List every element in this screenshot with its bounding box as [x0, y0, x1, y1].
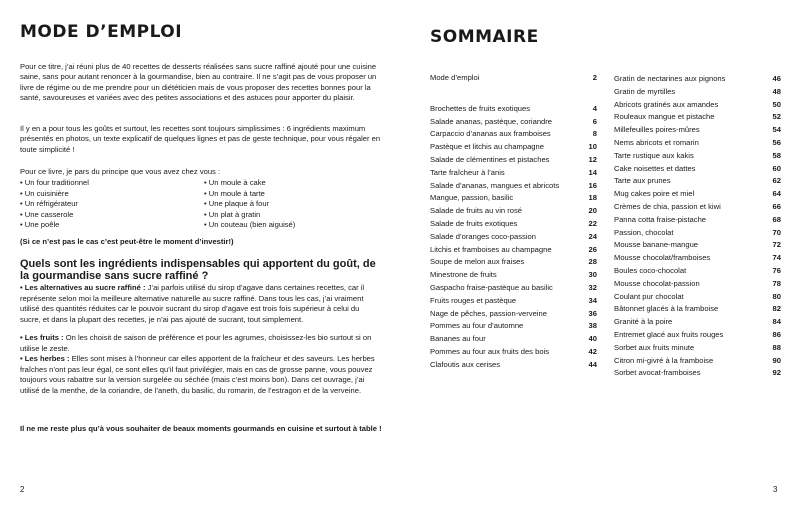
toc-entry-title: Gratin de myrtilles	[614, 86, 676, 96]
toc-entry-title: Crèmes de chia, passion et kiwi	[614, 201, 721, 211]
toc-entry-page: 30	[588, 270, 597, 280]
toc-entry	[614, 265, 781, 278]
toc-entry-page: 76	[772, 265, 781, 275]
toc-entry-title: Salade de fruits au vin rosé	[430, 206, 523, 216]
page-number: 3	[773, 485, 778, 494]
toc-entry-page: 48	[772, 86, 781, 96]
toc-entry-page: 72	[772, 240, 781, 250]
equipment-item: • Une casserole	[20, 209, 74, 219]
toc-entry-page: 10	[588, 142, 597, 152]
toc-entry-title: Mangue, passion, basilic	[430, 193, 514, 203]
toc-entry	[430, 141, 597, 154]
equipment-item: • Un moule à cake	[204, 178, 266, 187]
toc-entry-page: 8	[592, 129, 597, 139]
toc-entry	[430, 72, 597, 85]
toc-entry-page: 88	[772, 342, 781, 352]
bullet-label: • Les alternatives au sucre raffiné :	[20, 283, 146, 292]
toc-entry	[614, 214, 781, 227]
toc-entry-title: Salade ananas, pastèque, coriandre	[430, 116, 553, 126]
toc-entry-title: Salade d’ananas, mangues et abricots	[430, 180, 560, 190]
toc-entry-page: 50	[772, 99, 781, 109]
toc-entry-page: 68	[772, 214, 781, 224]
bullet-fruits	[20, 333, 382, 354]
bullet-label: • Les fruits :	[20, 333, 64, 342]
toc-entry-title: Millefeuilles poires-mûres	[614, 125, 700, 135]
toc-entry-title: Nage de pêches, passion-verveine	[430, 308, 547, 318]
toc-entry	[614, 239, 781, 252]
toc-entry-title: Citron mi-givré à la framboise	[614, 355, 714, 365]
toc-entry-title: Rouleaux mangue et pistache	[614, 112, 715, 122]
toc-entry	[430, 282, 597, 295]
toc-entry-page: 74	[772, 253, 781, 263]
toc-column-1	[430, 72, 597, 372]
toc-entry-title: Panna cotta fraise-pistache	[614, 214, 707, 224]
toc-entry-title: Tarte rustique aux kakis	[614, 150, 694, 160]
toc-entry-page: 34	[588, 295, 597, 305]
toc-entry-title: Sorbet aux fruits minute	[614, 342, 695, 352]
bullet-sugar-alternatives	[20, 283, 382, 325]
toc-column-2	[614, 73, 781, 380]
toc-entry	[614, 99, 781, 112]
toc-entry	[430, 308, 597, 321]
toc-entry	[614, 227, 781, 240]
toc-entry-title: Tarte fraîcheur à l’anis	[430, 167, 505, 177]
toc-entry-title: Bananes au four	[430, 334, 486, 344]
toc-entry-page: 70	[772, 227, 781, 237]
toc-entry	[430, 346, 597, 359]
toc-entry	[614, 252, 781, 265]
toc-entry	[430, 205, 597, 218]
page-number: 2	[20, 485, 25, 494]
equipment-column-1	[20, 178, 89, 231]
toc-spacer	[430, 85, 597, 103]
toc-entry	[614, 278, 781, 291]
equipment-item: • Une poêle	[20, 220, 60, 229]
toc-entry-title: Tarte aux prunes	[614, 176, 671, 186]
toc-entry	[614, 175, 781, 188]
bullet-text: J’ai parfois utilisé du sirop d’agave dans certaines recettes, car il représente selon moi la meilleure alternative naturelle au sucre raffiné. Dans tous les cas, j’ai vraiment utilisé des quantités réduites car le pouvoir sucrant du sirop d’agave est trois fois supérieur à celui du sucre, et dans la plupart des recettes, je n’ai pas ajouté de sucrant, tout simplement.	[20, 283, 365, 324]
toc-entry-title: Pommes au four d’automne	[430, 321, 524, 331]
toc-entry-page: 42	[588, 346, 597, 356]
toc-entry	[614, 367, 781, 380]
toc-entry-page: 40	[588, 334, 597, 344]
toc-entry-page: 62	[772, 176, 781, 186]
toc-entry-title: Fruits rouges et pastèque	[430, 295, 517, 305]
equipment-item: • Un réfrigérateur	[20, 199, 78, 208]
toc-entry-page: 80	[772, 291, 781, 301]
toc-entry-page: 82	[772, 304, 781, 314]
toc-entry	[430, 167, 597, 180]
toc-entry-page: 64	[772, 189, 781, 199]
toc-entry-title: Boules coco-chocolat	[614, 265, 687, 275]
equipment-item: • Un couteau (bien aiguisé)	[204, 220, 296, 229]
toc-entry	[614, 124, 781, 137]
toc-entry	[430, 192, 597, 205]
toc-entry-page: 46	[772, 74, 781, 83]
toc-entry-page: 58	[772, 150, 781, 160]
toc-entry-title: Brochettes de fruits exotiques	[430, 103, 531, 113]
toc-entry-page: 38	[588, 321, 597, 331]
toc-entry	[430, 154, 597, 167]
toc-entry	[430, 295, 597, 308]
equipment-item: • Une plaque à four	[204, 199, 270, 208]
toc-entry-title: Salade de fruits exotiques	[430, 218, 518, 228]
toc-entry-page: 6	[592, 116, 597, 126]
toc-entry	[614, 137, 781, 150]
toc-entry	[430, 218, 597, 231]
toc-entry-title: Coulant pur chocolat	[614, 291, 684, 301]
toc-entry-page: 2	[592, 73, 597, 82]
toc-entry-title: Pastèque et litchis au champagne	[430, 142, 544, 152]
toc-entry	[430, 320, 597, 333]
toc-entry	[430, 116, 597, 129]
toc-entry	[430, 103, 597, 116]
toc-entry	[614, 188, 781, 201]
toc-entry-title: Sorbet avocat-framboises	[614, 368, 701, 378]
toc-entry	[614, 329, 781, 342]
toc-entry-title: Litchis et framboises au champagne	[430, 244, 552, 254]
toc-title: SOMMAIRE	[430, 27, 539, 47]
toc-entry-title: Salade de clémentines et pistaches	[430, 154, 550, 164]
intro-paragraph-2: Il y en a pour tous les goûts et surtout, les recettes sont toujours simplissimes : 6 ingrédients maximum présentés en photos, un texte explicatif de quelques lignes et pas de geste technique, pour vous régaler en toute simplicité !	[20, 124, 381, 154]
intro-paragraph-3: Pour ce livre, je pars du principe que vous avez chez vous :	[20, 167, 221, 176]
toc-entry-page: 90	[772, 355, 781, 365]
invest-note: (Si ce n’est pas le cas c’est peut-être le moment d’investir!)	[20, 237, 234, 246]
section-heading: Quels sont les ingrédients indispensables qui apportent du goût, de la gourmandise sans sucre raffiné ?	[20, 258, 376, 282]
equipment-item: • Un cuisinière	[20, 188, 69, 198]
toc-entry	[430, 359, 597, 372]
toc-entry-page: 66	[772, 201, 781, 211]
toc-entry-title: Passion, chocolat	[614, 227, 674, 237]
bullet-text: On les choisit de saison de préférence et pour les agrumes, choisissez-les bio surtout si on utilise le zeste.	[20, 333, 372, 353]
toc-entry-page: 44	[588, 359, 597, 369]
toc-entry-page: 84	[772, 317, 781, 327]
toc-entry-page: 14	[588, 167, 597, 177]
toc-entry-page: 22	[588, 218, 597, 228]
toc-entry-page: 20	[588, 206, 597, 216]
toc-entry-title: Entremet glacé aux fruits rouges	[614, 329, 724, 339]
toc-entry	[614, 86, 781, 99]
toc-entry	[430, 269, 597, 282]
toc-entry-title: Gaspacho fraise-pastèque au basilic	[430, 282, 553, 292]
toc-entry-page: 12	[588, 154, 597, 164]
toc-entry	[614, 342, 781, 355]
toc-entry	[614, 73, 781, 86]
toc-entry-title: Salade d’oranges coco-passion	[430, 231, 536, 241]
toc-entry-page: 16	[588, 180, 597, 190]
toc-entry-page: 54	[772, 125, 781, 135]
toc-entry-title: Nems abricots et romarin	[614, 137, 699, 147]
toc-entry-page: 36	[588, 308, 597, 318]
toc-entry	[430, 128, 597, 141]
toc-entry	[430, 244, 597, 257]
toc-entry-page: 86	[772, 329, 781, 339]
right-page	[400, 0, 800, 513]
toc-entry-page: 78	[772, 278, 781, 288]
toc-entry-title: Mousse banane-mangue	[614, 240, 699, 250]
toc-entry-page: 56	[772, 137, 781, 147]
toc-entry-title: Bâtonnet glacés à la framboise	[614, 304, 719, 314]
toc-entry	[430, 256, 597, 269]
toc-entry-title: Abricots gratinés aux amandes	[614, 99, 719, 109]
closing-note: Il ne me reste plus qu’à vous souhaiter de beaux moments gourmands en cuisine et surtout à table !	[20, 424, 382, 433]
toc-entry-page: 18	[588, 193, 597, 203]
toc-entry-page: 24	[588, 231, 597, 241]
toc-entry-title: Granité à la poire	[614, 317, 673, 327]
toc-entry-page: 26	[588, 244, 597, 254]
toc-entry-page: 28	[588, 257, 597, 267]
toc-entry-title: Mousse chocolat/framboises	[614, 253, 711, 263]
toc-entry-title: Gratin de nectarines aux pignons	[614, 74, 726, 83]
toc-entry-page: 92	[772, 368, 781, 378]
toc-entry-page: 60	[772, 163, 781, 173]
toc-entry-title: Soupe de melon aux fraises	[430, 257, 525, 267]
toc-entry-title: Pommes au four aux fruits des bois	[430, 346, 550, 356]
toc-entry	[614, 163, 781, 176]
toc-entry	[614, 111, 781, 124]
toc-entry	[430, 333, 597, 346]
equipment-column-2	[204, 178, 295, 231]
toc-entry-page: 4	[592, 103, 597, 113]
toc-entry-page: 52	[772, 112, 781, 122]
equipment-item: • Un plat à gratin	[204, 209, 261, 219]
toc-entry-title: Cake noisettes et dattes	[614, 163, 696, 173]
toc-entry-title: Carpaccio d’ananas aux framboises	[430, 129, 551, 139]
toc-entry	[614, 291, 781, 304]
toc-entry-title: Clafoutis aux cerises	[430, 359, 501, 369]
toc-entry	[614, 303, 781, 316]
equipment-item: • Un moule à tarte	[204, 188, 265, 198]
toc-entry-title: Mug cakes poire et miel	[614, 189, 695, 199]
toc-entry	[430, 231, 597, 244]
toc-entry	[614, 316, 781, 329]
toc-entry-title: Minestrone de fruits	[430, 270, 497, 280]
toc-entry-page: 32	[588, 282, 597, 292]
bullet-text: Elles sont mises à l’honneur car elles apportent de la fraîcheur et des saveurs. Les herbes fraîches n’ont pas leur égal, ce sont elles qu’il faut privilégier, mais en cas de grosse panne, vous pouvez toujours vous rabattre sur la version surgelée ou séchée (mais c’est moins bon). Dans cet ouvrage, j’ai utilisé de la menthe, de la coriandre, de l’aneth, du basilic, du romarin, de l’estragon et de la verveine.	[20, 354, 375, 395]
intro-paragraph-1: Pour ce titre, j’ai réuni plus de 40 recettes de desserts réalisées sans sucre raffiné ajouté pour une cuisine saine, sans pour autant renoncer à la gourmandise, bien au contraire. Il ne s’agit pas de vous proposer un livre de régime ou de me prendre pour un diététicien mais de vous proposer des recettes bonnes pour la santé, savoureuses et variées avec des petites associations et des astuces pour apporter du plaisir.	[20, 62, 377, 102]
bullet-herbs	[20, 354, 382, 396]
toc-entry-title: Mode d’emploi	[430, 73, 480, 82]
toc-entry-title: Mousse chocolat-passion	[614, 278, 700, 288]
toc-entry	[430, 180, 597, 193]
toc-entry	[614, 355, 781, 368]
toc-entry	[614, 201, 781, 214]
page-title: MODE D’EMPLOI	[20, 22, 183, 42]
bullet-label: • Les herbes :	[20, 354, 70, 363]
toc-entry	[614, 150, 781, 163]
equipment-item: • Un four traditionnel	[20, 178, 89, 187]
